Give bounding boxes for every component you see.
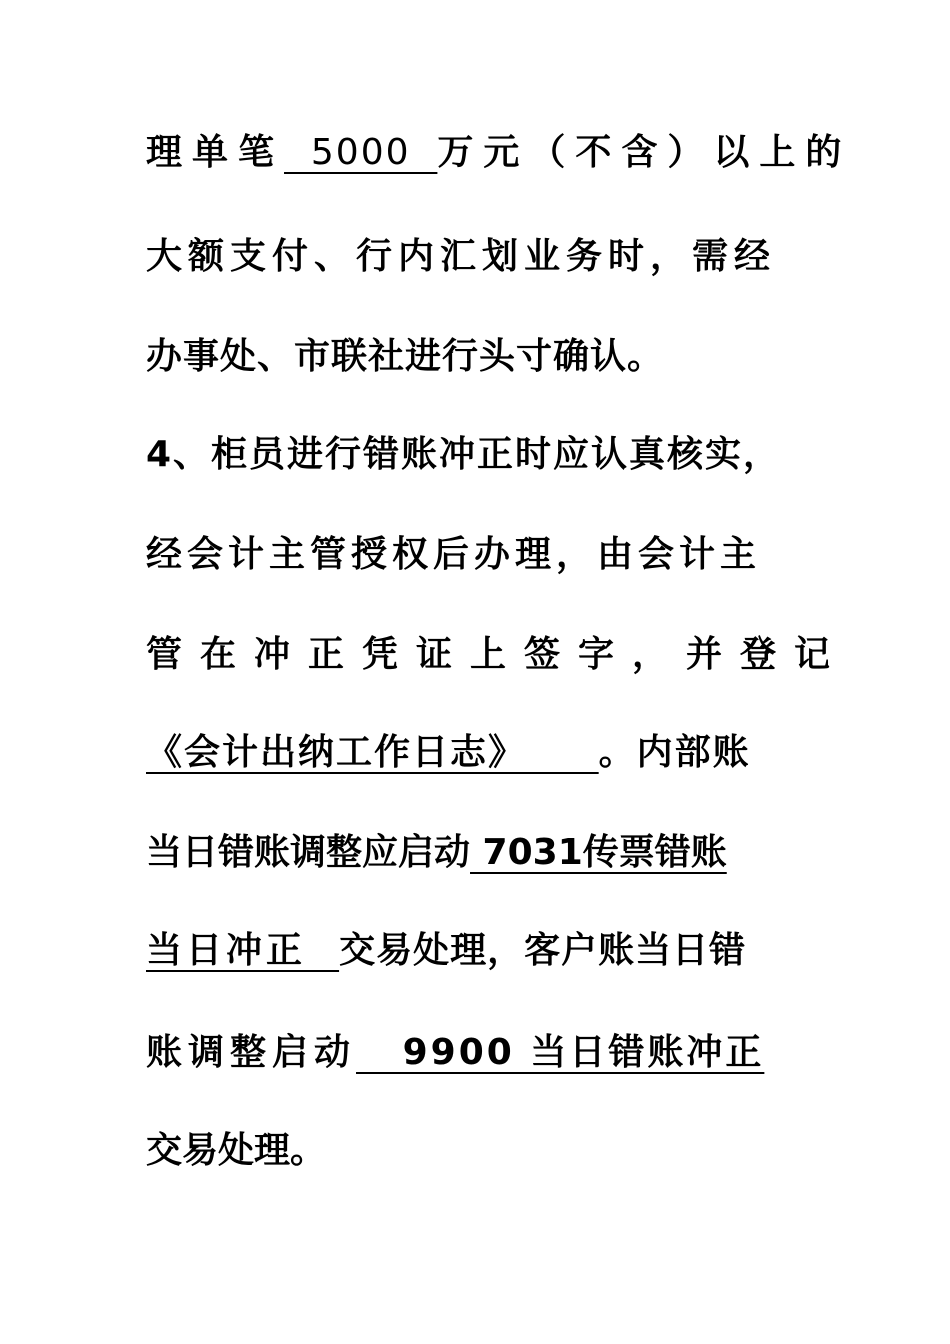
- line-6-text: 管在冲正凭证上签字，并登记: [146, 634, 849, 675]
- text-line-1: [146, 118, 851, 188]
- line-5-text: 经会计主管授权后办理，由会计主: [146, 534, 762, 575]
- text-line-6: [146, 620, 848, 690]
- text-line-10: [146, 1018, 764, 1088]
- text-line-11: [146, 1116, 326, 1186]
- text-line-5: [146, 520, 761, 590]
- text-line-2: [146, 222, 776, 292]
- line-7-blank-journal: 《会计出纳工作日志》: [146, 732, 599, 773]
- line-11-text: 交易处理。: [146, 1130, 327, 1171]
- line-10-blank-transaction: 9900 当日错账冲正: [356, 1032, 765, 1073]
- line-4-text: 4、柜员进行错账冲正时应认真核实，: [146, 434, 782, 475]
- text-line-3: [146, 322, 664, 392]
- line-8-text: 当日错账调整应启动: [146, 832, 471, 873]
- text-line-4: [146, 420, 781, 490]
- line-1-text-b: 万元（不含）以上的: [437, 132, 852, 173]
- line-10-text: 账调整启动: [146, 1032, 357, 1073]
- line-8-blank-transaction: 7031传票错账: [470, 832, 727, 873]
- line-2-text: 大额支付、行内汇划业务时，需经: [146, 236, 777, 277]
- line-9-blank-transaction: 当日冲正: [146, 930, 340, 971]
- line-7-text: 。内部账: [598, 732, 751, 773]
- line-1-text-a: 理单笔: [146, 132, 285, 173]
- line-3-text: 办事处、市联社进行头寸确认。: [146, 336, 665, 377]
- text-line-7: [146, 718, 751, 788]
- text-line-8: [146, 818, 727, 888]
- line-9-text: 交易处理，客户账当日错: [339, 930, 747, 971]
- line-1-blank-amount: 5000: [284, 132, 438, 173]
- text-line-9: [146, 916, 746, 986]
